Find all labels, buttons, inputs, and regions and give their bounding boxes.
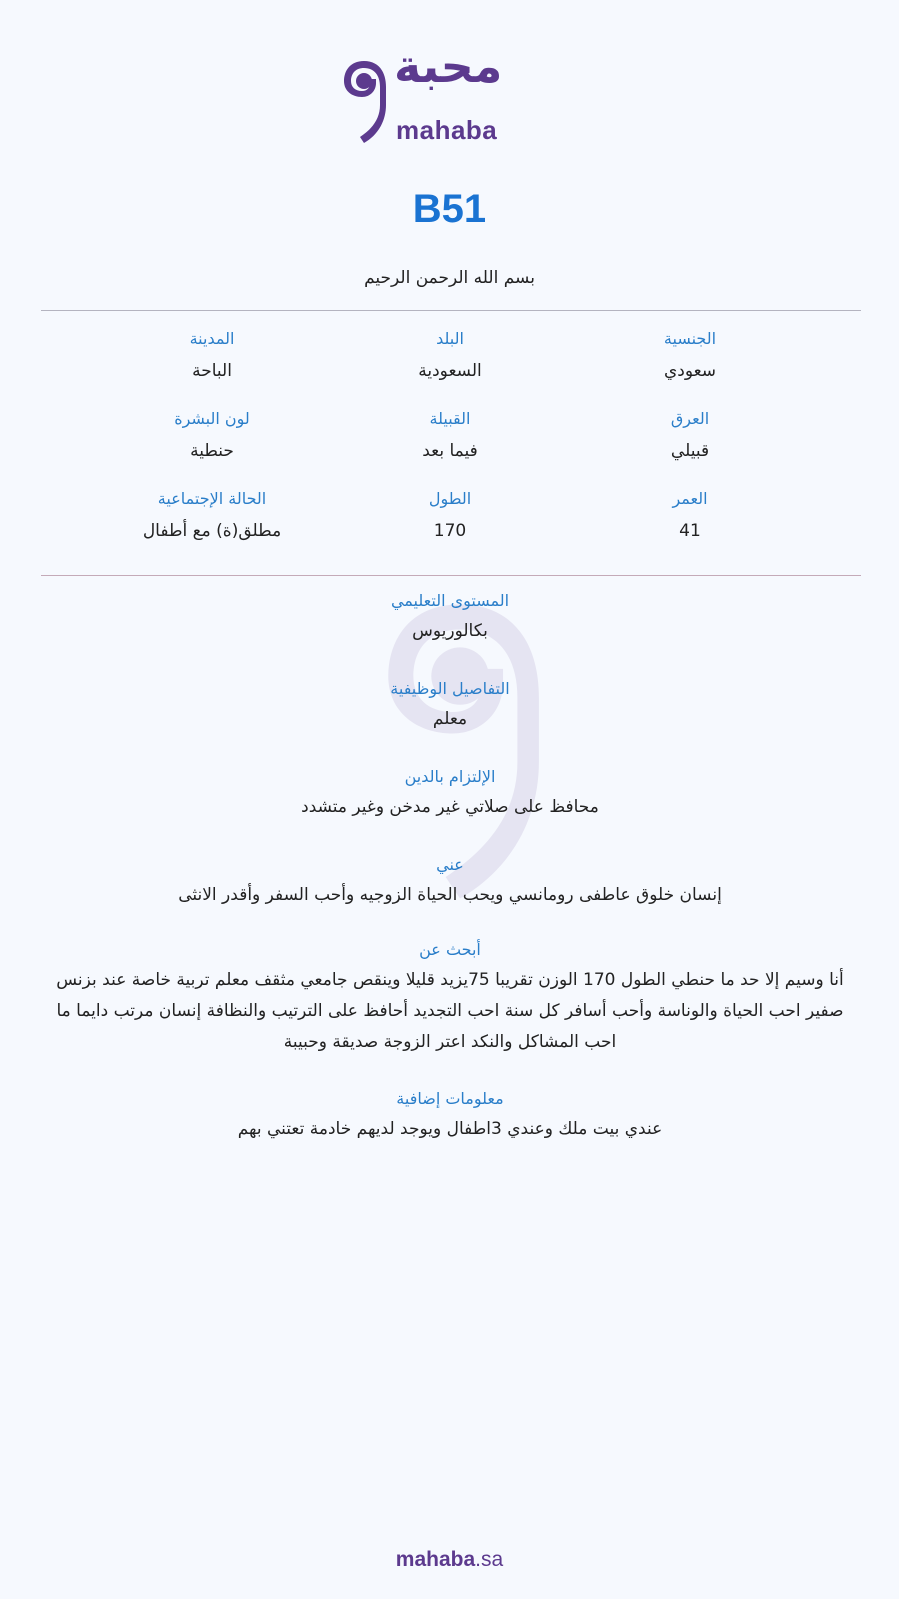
looking-for-label: أبحث عن [419, 940, 481, 959]
height-value: 170 [433, 521, 467, 541]
city-field [92, 326, 332, 386]
about-section [40, 852, 860, 911]
marital-status-label: الحالة الإجتماعية [157, 489, 267, 508]
origin-value: قبيلي [670, 441, 710, 461]
age-value: 41 [679, 521, 701, 541]
nationality-value: سعودي [663, 361, 717, 381]
height-field [330, 486, 570, 546]
profile-code: B51 [412, 187, 487, 231]
origin-label: العرق [670, 409, 710, 428]
skin-color-label: لون البشرة [174, 409, 250, 428]
education-value: بكالوريوس [412, 621, 488, 641]
marital-status-value: مطلق(ة) مع أطفال [142, 521, 282, 541]
logo-mark-icon [340, 57, 388, 149]
height-label: الطول [428, 489, 472, 508]
country-value: السعودية [418, 361, 482, 381]
skin-color-field [92, 406, 332, 466]
tribe-field [330, 406, 570, 466]
extra-info-section [40, 1086, 860, 1145]
profile-sections [40, 588, 860, 1173]
footer-tld: .sa [475, 1548, 504, 1571]
education-section [40, 588, 860, 647]
city-label: المدينة [189, 329, 235, 348]
marital-status-field [92, 486, 332, 546]
extra-info-label: معلومات إضافية [396, 1089, 504, 1108]
age-field [570, 486, 810, 546]
tribe-label: القبيلة [429, 409, 471, 428]
religion-section [40, 764, 860, 823]
city-value: الباحة [192, 361, 232, 381]
extra-info-value: عندي بيت ملك وعندي 3اطفال ويوجد لديهم خادمة تعتني بهم [237, 1119, 663, 1139]
logo-english-text: mahaba [396, 115, 498, 145]
tribe-value: فيما بعد [422, 441, 478, 461]
basmala-text: بسم الله الرحمن الرحيم [364, 268, 535, 288]
religion-value: محافظ على صلاتي غير مدخن وغير متشدد [301, 797, 599, 817]
footer-brand: mahaba [395, 1548, 476, 1571]
footer-domain [0, 1546, 899, 1574]
nationality-field [570, 326, 810, 386]
logo-arabic-text: محبة [394, 39, 503, 93]
looking-for-section [40, 937, 860, 1058]
skin-color-value: حنطية [190, 441, 234, 461]
origin-field [570, 406, 810, 466]
middle-divider [41, 575, 861, 576]
nationality-label: الجنسية [663, 329, 717, 348]
country-field [330, 326, 570, 386]
top-divider [41, 310, 861, 311]
about-label: عني [436, 855, 464, 874]
religion-label: الإلتزام بالدين [404, 767, 496, 786]
about-value: إنسان خلوق عاطفى رومانسي ويحب الحياة الزوجيه وأحب السفر وأقدر الانثى [178, 885, 722, 905]
brand-logo [340, 39, 520, 150]
country-label: البلد [436, 329, 464, 348]
job-label: التفاصيل الوظيفية [390, 679, 510, 698]
age-label: العمر [672, 489, 708, 508]
education-label: المستوى التعليمي [390, 591, 510, 610]
looking-for-value: أنا وسيم إلا حد ما حنطي الطول 170 الوزن تقريبا 75يزيد قليلا وينقص جامعي مثقف معلم تربية خاصة عند بزنس صفير احب الحياة والوناسة وأحب أسافر كل سنة احب التجديد أحافظ على الترتيب والنظافة إنسان مرتب دايما ما احب المشاكل والنكد اعتر الزوجة صديقة وحبيبة [56, 970, 844, 1052]
job-value: معلم [432, 709, 468, 729]
job-section [40, 676, 860, 735]
